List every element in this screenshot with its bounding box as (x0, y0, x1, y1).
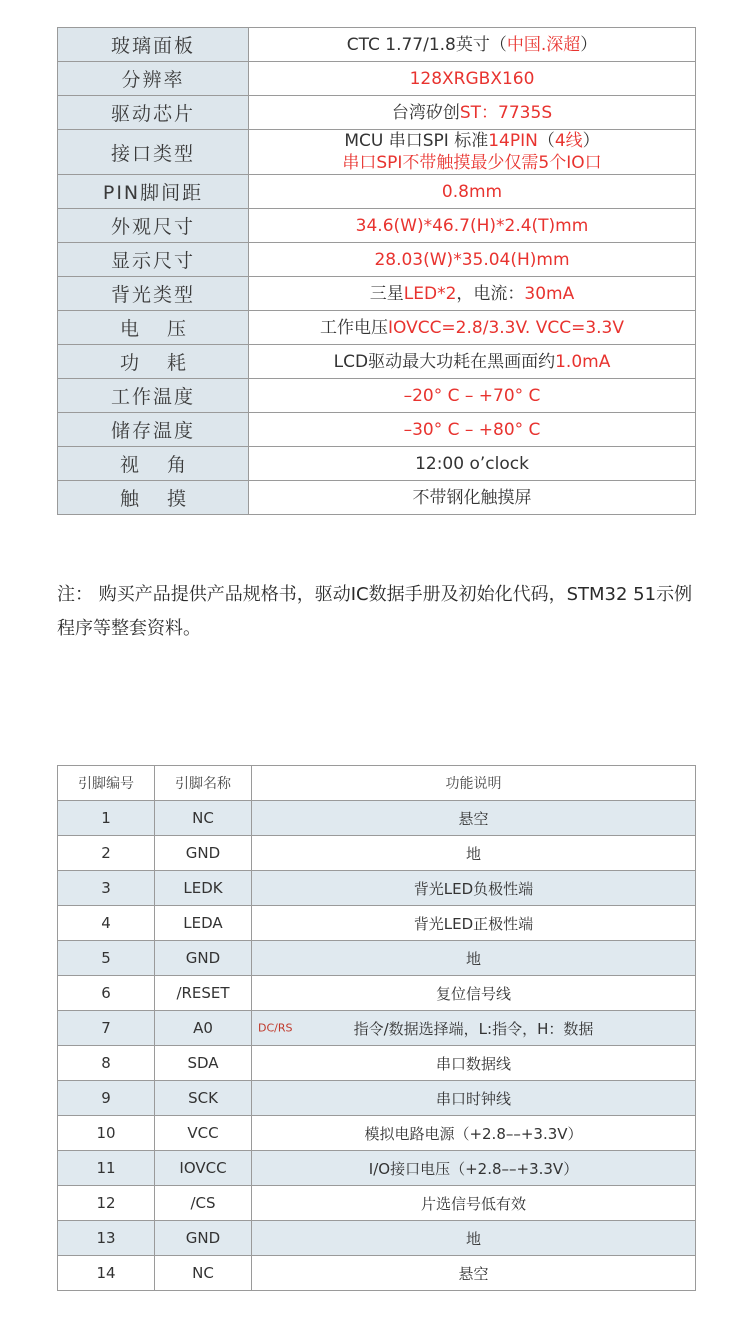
spec-row (58, 481, 696, 515)
spec-value-part: ST：7735S (459, 102, 553, 123)
spec-label-text: 背光类型 (110, 284, 195, 306)
spec-row (58, 413, 696, 447)
note-text: 注： 购买产品提供产品规格书，驱动IC数据手册及初始化代码，STM32 51示例程序等整套资料。 (57, 584, 693, 639)
pin-function-text: 串口数据线 (435, 1054, 511, 1073)
pin-row (58, 1116, 696, 1151)
spec-value (249, 175, 696, 209)
pin-function (252, 836, 696, 871)
pin-function-text: 背光LED正极性端 (413, 914, 534, 933)
pin-number: 8 (58, 1046, 155, 1081)
spec-value-line (249, 283, 695, 305)
pin-row (58, 976, 696, 1011)
pin-number: 6 (58, 976, 155, 1011)
pin-row (58, 1046, 696, 1081)
pin-row (58, 1186, 696, 1221)
pin-function (252, 976, 696, 1011)
spec-label-text: 功耗 (119, 352, 214, 374)
spec-value-line (249, 487, 695, 509)
spec-label-text: 显示尺寸 (110, 250, 195, 272)
spec-value-part: ，电流： (456, 283, 525, 304)
pin-name: GND (155, 941, 252, 976)
spec-value-part: 12:00 o’clock (415, 453, 529, 474)
pin-number: 13 (58, 1221, 155, 1256)
spec-label-text: PIN脚间距 (102, 182, 204, 204)
spec-label (58, 28, 249, 62)
spec-row (58, 28, 696, 62)
spec-label-text: 视角 (119, 454, 214, 476)
spec-value (249, 209, 696, 243)
spec-table (57, 27, 696, 515)
spec-value-part: 4线 (554, 131, 583, 151)
spec-value (249, 481, 696, 515)
spec-label (58, 481, 249, 515)
spec-value-part: 128XRGBX160 (409, 68, 535, 89)
spec-value-part: –20° C – +70° C (403, 385, 541, 406)
pin-number: 10 (58, 1116, 155, 1151)
pin-number: 2 (58, 836, 155, 871)
pin-function-text: 指令/数据选择端，L:指令，H：数据 (353, 1019, 594, 1038)
spec-value-part: 0.8mm (441, 181, 503, 202)
spec-value-line (249, 215, 695, 237)
spec-row (58, 447, 696, 481)
pin-name: A0 (155, 1011, 252, 1046)
spec-value-part: 14PIN (488, 131, 538, 151)
spec-value-part: 30mA (524, 283, 575, 304)
spec-value (249, 62, 696, 96)
spec-label-text: 接口类型 (110, 142, 195, 165)
spec-value-line (249, 317, 695, 339)
spec-value-line (249, 453, 695, 475)
spec-label-text: 外观尺寸 (110, 216, 195, 238)
spec-row (58, 96, 696, 130)
pin-name: GND (155, 836, 252, 871)
spec-label (58, 243, 249, 277)
spec-value (249, 447, 696, 481)
spec-value (249, 96, 696, 130)
spec-value (249, 243, 696, 277)
pin-row (58, 871, 696, 906)
pin-function (252, 1221, 696, 1256)
spec-label (58, 379, 249, 413)
spec-value-part: CTC 1.77/1.8英寸（ (346, 34, 507, 55)
pin-function-text: 地 (465, 844, 481, 863)
pin-function-text: 串口时钟线 (435, 1089, 511, 1108)
pin-name: LEDA (155, 906, 252, 941)
pin-function (252, 1116, 696, 1151)
pin-function-text: 片选信号低有效 (420, 1194, 526, 1213)
pin-row (58, 1256, 696, 1291)
spec-value-part: 三星 (369, 283, 404, 304)
spec-row (58, 311, 696, 345)
spec-value-line (249, 249, 695, 271)
pin-function-text: I/O接口电压（+2.8––+3.3V） (368, 1159, 579, 1178)
pin-row (58, 1081, 696, 1116)
pin-row (58, 941, 696, 976)
spec-value (249, 28, 696, 62)
spec-label (58, 130, 249, 175)
spec-label-text: 储存温度 (110, 420, 195, 442)
pin-number: 5 (58, 941, 155, 976)
pin-number: 4 (58, 906, 155, 941)
spec-value (249, 130, 696, 175)
spec-row (58, 243, 696, 277)
pin-function (252, 871, 696, 906)
spec-label (58, 311, 249, 345)
pin-function (252, 1081, 696, 1116)
spec-value-line (249, 130, 695, 152)
header-pin-number: 引脚编号 (58, 766, 155, 801)
pin-row (58, 906, 696, 941)
pin-function-text: 悬空 (458, 809, 489, 828)
pin-row (58, 1011, 696, 1046)
pin-function-text: 地 (465, 949, 481, 968)
spec-value-part: LED*2 (403, 283, 457, 304)
pin-row (58, 1221, 696, 1256)
spec-value-line (249, 34, 695, 56)
spec-row (58, 379, 696, 413)
pin-function (252, 1046, 696, 1081)
spec-label-text: 玻璃面板 (110, 35, 195, 57)
header-pin-name: 引脚名称 (155, 766, 252, 801)
pin-name: NC (155, 1256, 252, 1291)
spec-value-part: 台湾矽创 (391, 102, 460, 123)
header-function: 功能说明 (252, 766, 696, 801)
pin-function (252, 906, 696, 941)
pin-row (58, 836, 696, 871)
spec-value (249, 311, 696, 345)
spec-label-text: 触摸 (119, 488, 214, 510)
spec-value-part: –30° C – +80° C (403, 419, 541, 440)
spec-value-part: LCD驱动最大功耗在黑画面约 (333, 351, 556, 372)
spec-value-part: 不带钢化触摸屏 (412, 487, 532, 508)
pin-function (252, 1151, 696, 1186)
spec-value-part: 28.03(W)*35.04(H)mm (374, 249, 570, 270)
pin-function (252, 801, 696, 836)
spec-row (58, 175, 696, 209)
spec-value (249, 277, 696, 311)
spec-table-body (58, 28, 696, 515)
pin-function (252, 941, 696, 976)
spec-row (58, 130, 696, 175)
spec-value-part: 34.6(W)*46.7(H)*2.4(T)mm (355, 215, 589, 236)
spec-label-text: 驱动芯片 (110, 103, 195, 125)
pin-function-text: 悬空 (458, 1264, 489, 1283)
pin-function (252, 1186, 696, 1221)
pin-number: 9 (58, 1081, 155, 1116)
pin-function (252, 1011, 696, 1046)
spec-value-part: （ (537, 131, 555, 151)
spec-label (58, 62, 249, 96)
pin-table-body (58, 766, 696, 1291)
spec-label (58, 447, 249, 481)
spec-row (58, 277, 696, 311)
pin-name: IOVCC (155, 1151, 252, 1186)
spec-row (58, 345, 696, 379)
pin-name: SDA (155, 1046, 252, 1081)
spec-value (249, 379, 696, 413)
spec-value (249, 345, 696, 379)
spec-value (249, 413, 696, 447)
pin-name: NC (155, 801, 252, 836)
spec-value-line (249, 181, 695, 203)
spec-label (58, 413, 249, 447)
pin-number: 3 (58, 871, 155, 906)
pin-table-header (58, 766, 696, 801)
pin-number: 12 (58, 1186, 155, 1221)
spec-value-part: MCU 串口SPI 标准 (344, 131, 489, 151)
spec-value-line (249, 102, 695, 124)
pin-number: 7 (58, 1011, 155, 1046)
pin-name: /RESET (155, 976, 252, 1011)
spec-label (58, 175, 249, 209)
pin-name: LEDK (155, 871, 252, 906)
pin-number: 1 (58, 801, 155, 836)
spec-value-part: ） (582, 131, 600, 151)
pin-table (57, 765, 696, 1291)
pin-function-text: 模拟电路电源（+2.8––+3.3V） (364, 1124, 583, 1143)
pin-number: 14 (58, 1256, 155, 1291)
spec-label (58, 277, 249, 311)
spec-value-part: 工作电压 (319, 317, 388, 338)
spec-value-line (249, 419, 695, 441)
spec-value-part: 中国.深超 (506, 34, 581, 55)
pin-name: SCK (155, 1081, 252, 1116)
spec-value-line (249, 385, 695, 407)
spec-value-part: 1.0mA (555, 351, 611, 372)
spec-label-text: 电压 (119, 318, 214, 340)
spec-row (58, 209, 696, 243)
spec-value-part: ） (580, 34, 598, 55)
spec-label-text: 工作温度 (110, 386, 195, 408)
spec-value-line (249, 68, 695, 90)
pin-function-text: 复位信号线 (435, 984, 511, 1003)
pin-name: /CS (155, 1186, 252, 1221)
spec-value-line (249, 351, 695, 373)
pin-function-text: 背光LED负极性端 (413, 879, 534, 898)
spec-value-part: IOVCC=2.8/3.3V. VCC=3.3V (387, 317, 625, 338)
spec-label (58, 209, 249, 243)
pin-signal-tag: DC/RS (258, 1021, 293, 1035)
pin-row (58, 1151, 696, 1186)
spec-label (58, 345, 249, 379)
spec-label-text: 分辨率 (121, 69, 185, 91)
spec-row (58, 62, 696, 96)
pin-function (252, 1256, 696, 1291)
spec-value-line2: 串口SPI不带触摸最少仅需5个IO口 (342, 153, 602, 173)
pin-name: VCC (155, 1116, 252, 1151)
pin-number: 11 (58, 1151, 155, 1186)
pin-row (58, 801, 696, 836)
pin-function-text: 地 (465, 1229, 481, 1248)
pin-name: GND (155, 1221, 252, 1256)
spec-label (58, 96, 249, 130)
